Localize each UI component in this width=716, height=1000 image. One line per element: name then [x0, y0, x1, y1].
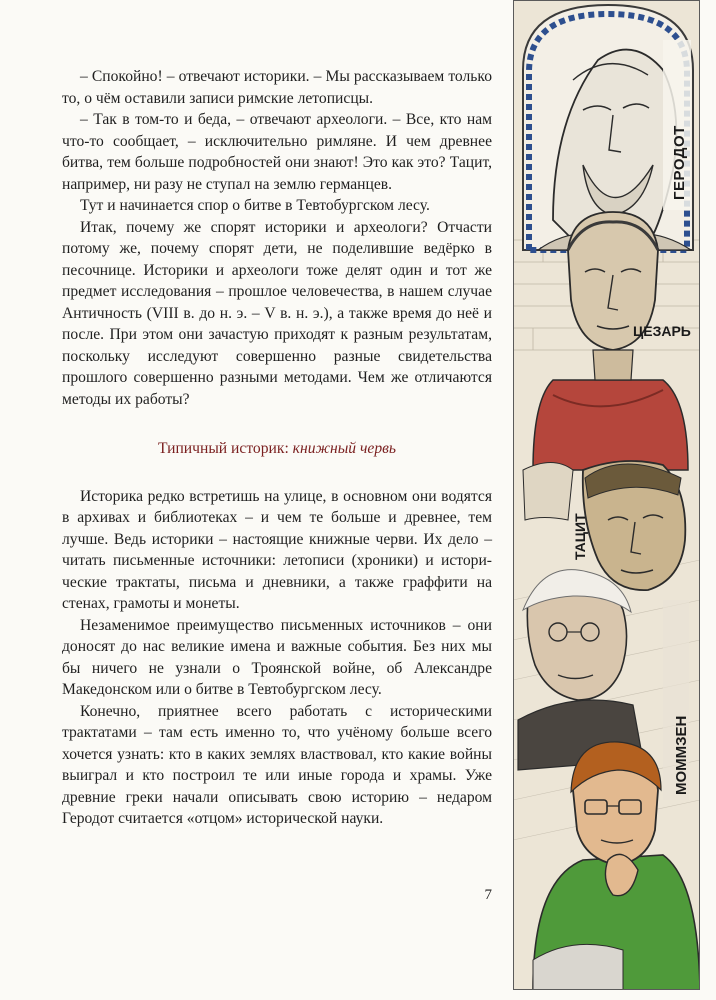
label-caesar: ЦЕЗАРЬ [633, 323, 691, 339]
paragraph: Конечно, приятнее всего работать с историческими трактатами – там есть именно то, что учёному больше всего хочется узнать: кто в каких землях властвовал, кто какие войны выиграл и кто построил те или иные города и храмы. Уже древние греки начали описывать свою историю – недаром Геродот считается «отцом» исторической науки. [62, 702, 492, 827]
section-heading-italic: книжный червь [292, 440, 397, 457]
section-heading [62, 438, 492, 460]
paragraph: Тут и начинается спор о битве в Тевтобургском лесу. [80, 197, 430, 214]
label-herodotus: ГЕРОДОТ [671, 125, 688, 200]
paragraph: – Так в том-то и беда, – отвечают археологи. – Все, кто нам что-то сообщает, – исключительно римляне. И чем древнее битва, тем больше подробностей они знают! Это как это? Тацит, например, ни разу не ступал на землю германцев. [62, 111, 492, 193]
paragraph: – Спокойно! – отвечают историки. – Мы рассказываем только то, о чём оставили записи римские летописцы. [62, 68, 492, 107]
label-mommsen: МОММЗЕН [673, 715, 690, 795]
section-heading-prefix: Типичный историк: [157, 440, 293, 457]
page-number: 7 [484, 887, 492, 903]
paragraph: Историка редко встретишь на улице, в основном они водятся в архивах и библиотеках – и чем те больше и древнее, тем лучше. Ведь историки – настоящие книжные черви. Их дело – читать письменные источники: летописи (хроники) и исторические трактаты, письма и дневники, а также граффити на стенах, грамоты и монеты. [62, 487, 492, 612]
paragraph: Итак, почему же спорят историки и археологи? Отчасти потому же, почему спорят дети, не поделившие ведёрко в песочнице. Историки и археологи тоже делят один и тот же предмет исследования – прошлое человечества, в нашем случае Античность (VIII в. до н. э. – V в. н. э.), а также время до неё и после. При этом они зачастую приходят к разным результатам, поскольку исследуют совершенно разные свидетельства прошлого совершенно разными методами. Чем же отличаются методы их работы? [62, 218, 492, 408]
label-tacitus: ТАЦИТ [572, 513, 588, 560]
historians-illustration [513, 0, 700, 990]
text-column [62, 66, 492, 830]
paragraph: Незаменимое преимущество письменных источников – они доносят до нас великие имена и важные события. Без них мы бы ничего не узнали о Троянской войне, об Александре Македонском или о битве в Тевтобургском лесу. [62, 616, 492, 698]
bottom-margin [0, 996, 716, 1000]
